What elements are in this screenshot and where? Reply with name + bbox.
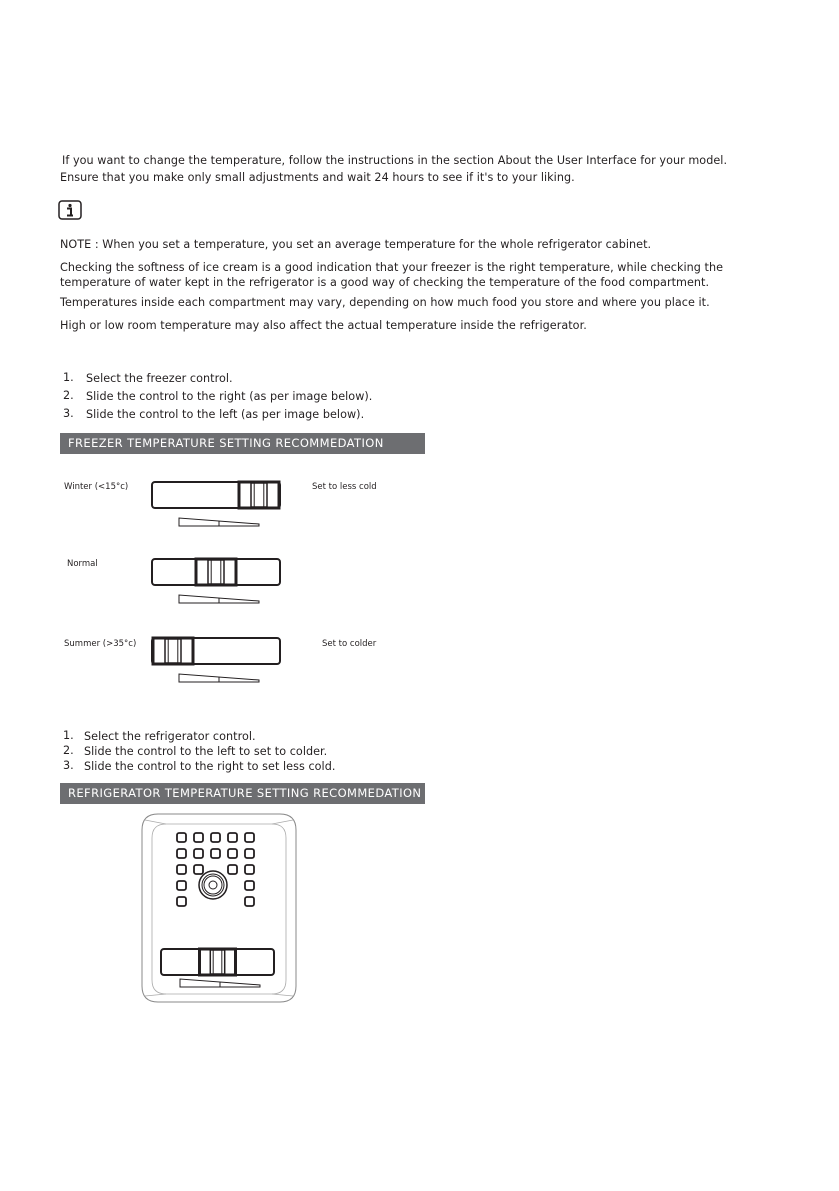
freezer-step: Select the freezer control. (86, 372, 233, 385)
temperature-wedge-icon (180, 979, 260, 987)
light-knob-icon (199, 871, 227, 899)
step-number: 3. (63, 407, 74, 420)
intro-line-1: If you want to change the temperature, follow the instructions in the section About the User Interface for your model. (62, 154, 728, 167)
vent-hole (211, 833, 220, 842)
vent-hole (211, 849, 220, 858)
freezer-slider-summer (151, 637, 281, 683)
setting-note: Set to less cold (312, 482, 377, 492)
vent-hole (177, 849, 186, 858)
freezer-slider-winter (151, 481, 281, 527)
vent-hole (245, 865, 254, 874)
setting-label: Winter (<15°c) (64, 482, 129, 492)
note-text: NOTE : When you set a temperature, you set an average temperature for the whole refrigerator cabinet. (60, 238, 652, 251)
slider-track (161, 949, 274, 975)
temperature-wedge-icon (179, 518, 259, 526)
temperature-wedge-icon (179, 595, 259, 603)
step-number: 1. (63, 729, 74, 742)
vent-hole (177, 881, 186, 890)
fridge-step: Slide the control to the left to set to colder. (84, 745, 328, 758)
vent-hole (177, 865, 186, 874)
fridge-step: Slide the control to the right to set less cold. (84, 760, 336, 773)
checking-line-1: Checking the softness of ice cream is a good indication that your freezer is the right temperature, while checking the (60, 261, 724, 274)
vent-hole (194, 833, 203, 842)
slider-track (152, 638, 280, 664)
vent-hole (177, 897, 186, 906)
temperature-wedge-icon (179, 674, 259, 682)
step-number: 3. (63, 759, 74, 772)
vent-hole (228, 849, 237, 858)
step-number: 1. (63, 371, 74, 384)
freezer-section-header: FREEZER TEMPERATURE SETTING RECOMMEDATION (60, 433, 425, 454)
vent-hole (194, 849, 203, 858)
slider-track (152, 559, 280, 585)
checking-line-2: temperature of water kept in the refrigerator is a good way of checking the temperature of the food compartment. (60, 276, 710, 289)
vent-hole (245, 897, 254, 906)
fridge-control-panel-illustration (140, 812, 298, 1004)
room-temp-text: High or low room temperature may also affect the actual temperature inside the refrigerator. (60, 319, 587, 332)
setting-label: Normal (67, 559, 98, 569)
setting-note: Set to colder (322, 639, 377, 649)
step-number: 2. (63, 389, 74, 402)
step-number: 2. (63, 744, 74, 757)
freezer-slider-normal (151, 558, 281, 604)
info-icon (58, 200, 82, 220)
fridge-section-header: REFRIGERATOR TEMPERATURE SETTING RECOMMEDATION (60, 783, 425, 804)
vent-hole (228, 833, 237, 842)
vent-hole (228, 865, 237, 874)
vent-hole (245, 833, 254, 842)
vent-hole (177, 833, 186, 842)
vent-hole (245, 881, 254, 890)
fridge-step: Select the refrigerator control. (84, 730, 256, 743)
intro-line-2: Ensure that you make only small adjustments and wait 24 hours to see if it's to your liking. (60, 171, 575, 184)
freezer-step: Slide the control to the right (as per image below). (86, 390, 373, 403)
temperatures-text: Temperatures inside each compartment may vary, depending on how much food you store and where you place it. (60, 296, 710, 309)
setting-label: Summer (>35°c) (64, 639, 137, 649)
slider-track (152, 482, 280, 508)
freezer-step: Slide the control to the left (as per image below). (86, 408, 365, 421)
vent-hole (194, 865, 203, 874)
vent-hole (245, 849, 254, 858)
